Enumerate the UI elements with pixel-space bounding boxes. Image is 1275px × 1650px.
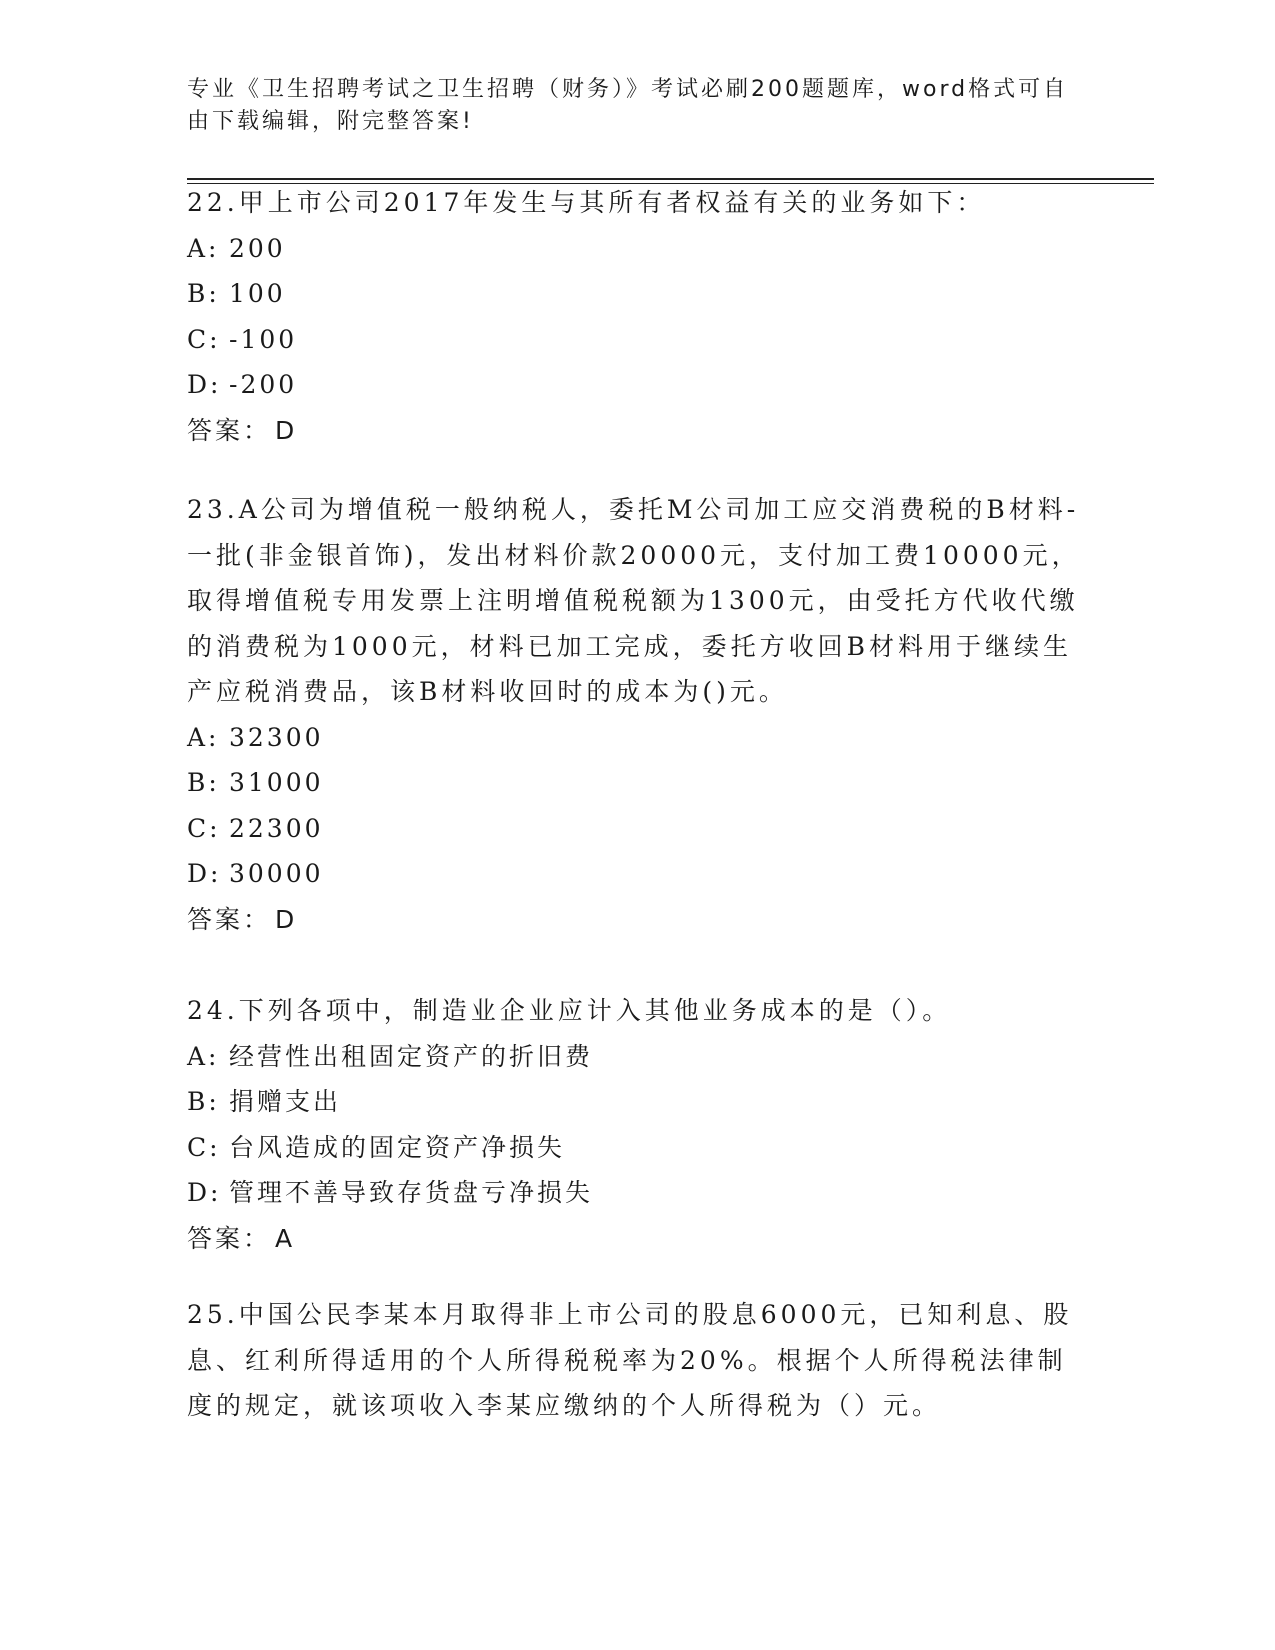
option-text: -200 xyxy=(229,370,298,399)
option-label: B: xyxy=(187,1087,220,1116)
option-text: 200 xyxy=(229,233,286,263)
question-24 xyxy=(187,988,1087,1261)
question-text-line-1: 23.A公司为增值税一般纳税人，委托M公司加工应交消费税的B材料- xyxy=(187,495,1080,524)
option-text: 31000 xyxy=(229,768,324,797)
option-c xyxy=(187,1125,1087,1171)
question-text-line-1: 25.中国公民李某本月取得非上市公司的股息6000元，已知利息、股 xyxy=(187,1300,1073,1329)
question-22 xyxy=(187,180,1087,453)
answer-label: 答案： xyxy=(187,415,272,445)
option-d xyxy=(187,362,1087,408)
option-text: 管理不善导致存货盘亏净损失 xyxy=(229,1178,594,1207)
question-text: 22.甲上市公司2017年发生与其所有者权益有关的业务如下： xyxy=(187,188,986,217)
option-text: 捐赠支出 xyxy=(229,1087,342,1116)
option-b xyxy=(187,1079,1087,1125)
option-b xyxy=(187,271,1087,317)
document-header xyxy=(187,74,1087,138)
option-text: -100 xyxy=(229,324,298,354)
question-25 xyxy=(187,1292,1087,1429)
question-23 xyxy=(187,487,1087,942)
option-label: B: xyxy=(187,279,220,308)
answer xyxy=(187,897,1087,943)
option-text: 32300 xyxy=(229,722,324,752)
option-text: 30000 xyxy=(229,859,324,888)
header-line-1: 专业《卫生招聘考试之卫生招聘（财务）》考试必刷200题题库，word格式可自 xyxy=(187,77,1069,102)
option-d xyxy=(187,851,1087,897)
option-b xyxy=(187,760,1087,806)
option-label: B: xyxy=(187,768,220,797)
option-label: D: xyxy=(187,859,222,888)
option-text: 100 xyxy=(229,279,286,308)
question-text-line-2: 息、红利所得适用的个人所得税税率为20%。根据个人所得税法律制 xyxy=(187,1345,1067,1375)
option-d xyxy=(187,1170,1087,1216)
question-text-line-3: 度的规定，就该项收入李某应缴纳的个人所得税为（）元。 xyxy=(187,1391,942,1420)
answer-value: D xyxy=(275,415,298,445)
answer xyxy=(187,408,1087,454)
question-text-line-5: 产应税消费品，该B材料收回时的成本为()元。 xyxy=(187,677,788,706)
question-text-line-3: 取得增值税专用发票上注明增值税税额为1300元，由受托方代收代缴 xyxy=(187,586,1079,615)
option-a xyxy=(187,1034,1087,1080)
option-label: D: xyxy=(187,370,222,399)
question-text-line-4: 的消费税为1000元，材料已加工完成，委托方收回B材料用于继续生 xyxy=(187,631,1072,661)
option-label: A: xyxy=(187,1041,220,1071)
option-c xyxy=(187,806,1087,852)
option-label: C: xyxy=(187,813,221,843)
option-text: 22300 xyxy=(229,813,324,843)
answer xyxy=(187,1216,1087,1262)
option-label: A: xyxy=(187,233,220,263)
answer-value: A xyxy=(275,1223,296,1253)
option-label: C: xyxy=(187,1132,221,1162)
option-a xyxy=(187,715,1087,761)
option-a xyxy=(187,226,1087,272)
option-text: 台风造成的固定资产净损失 xyxy=(229,1132,566,1162)
option-c xyxy=(187,317,1087,363)
option-label: A: xyxy=(187,722,220,752)
question-text-line-2: 一批(非金银首饰)，发出材料价款20000元，支付加工费10000元， xyxy=(187,540,1081,570)
answer-value: D xyxy=(275,904,298,934)
question-text: 24.下列各项中，制造业企业应计入其他业务成本的是（）。 xyxy=(187,996,952,1025)
option-text: 经营性出租固定资产的折旧费 xyxy=(229,1041,594,1071)
answer-label: 答案： xyxy=(187,904,272,934)
option-label: C: xyxy=(187,324,221,354)
header-line-2: 由下载编辑，附完整答案! xyxy=(187,109,474,134)
option-label: D: xyxy=(187,1178,222,1207)
answer-label: 答案： xyxy=(187,1223,272,1253)
